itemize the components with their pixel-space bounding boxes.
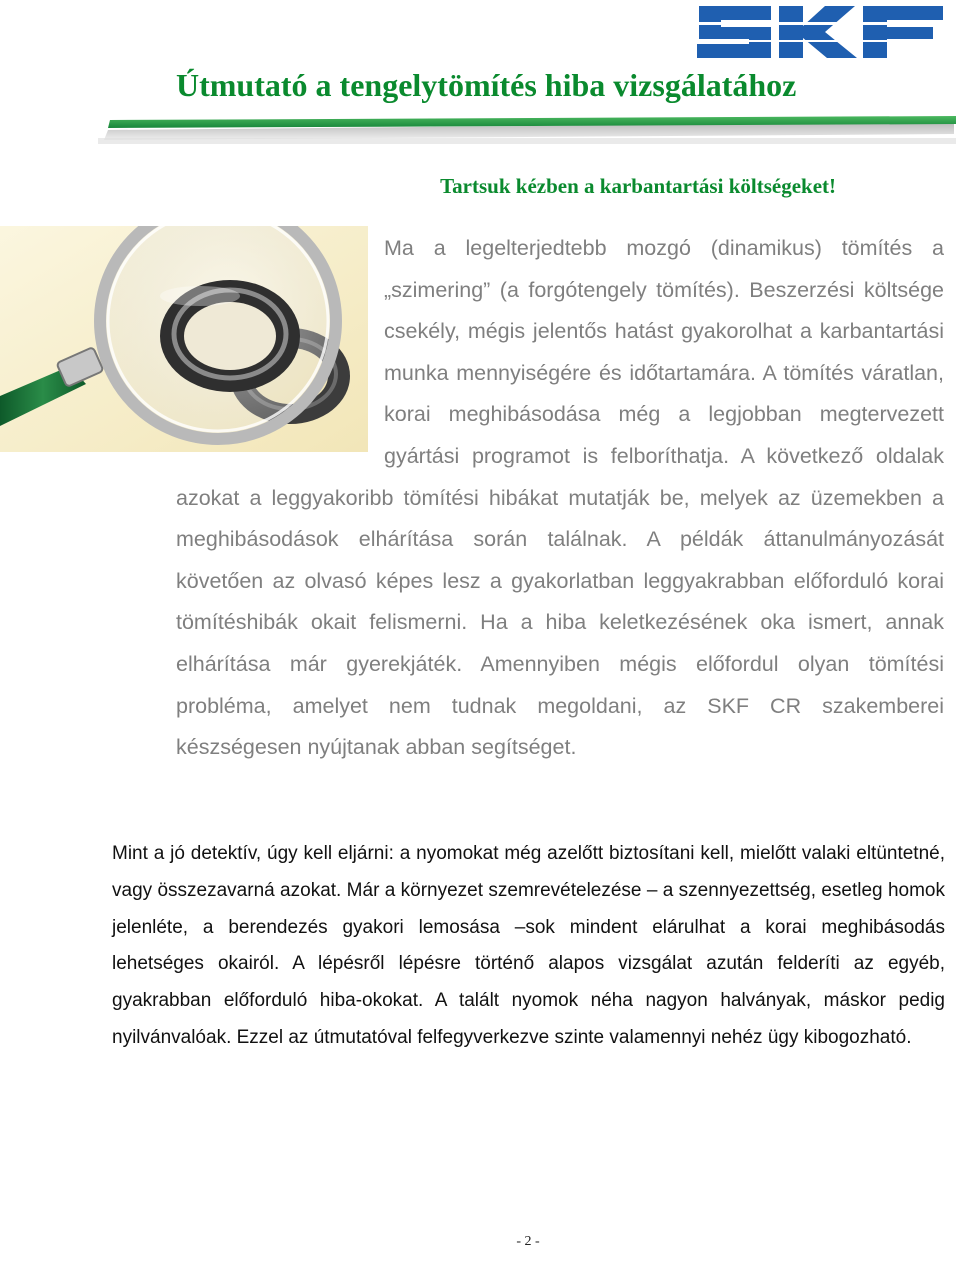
section-subtitle: Tartsuk kézben a karbantartási költségeket! [440, 174, 836, 198]
page-number: - 2 - [516, 1234, 540, 1249]
intro-text: Ma a legelterjedtebb mozgó (dinamikus) tömítés a „szimering” (a forgótengely tömítés). Beszerzési költsége csekély, mégis jelentős hatást gyakorolhat a karbantartási munka mennyiségére és időtartamára. A tömítés váratlan, korai meghibásodása még a legjobban megtervezett gyártási programot is felboríthatja. A következő oldalak azokat a leggyakoribb tömítési hibákat mutatják be, melyek az üzemekben a meghibásodások elhárítása során találnak. A példák áttanulmányozását követően az olvasó képes lesz a gyakorlatban leggyakrabban előforduló korai tömítéshibák okait felismerni. Ha a hiba keletkezésének oka ismert, annak elhárítása már gyerekjáték. Amennyiben mégis előfordul olyan tömítési probléma, amelyet nem tudnak megoldani, az SKF CR szakemberei készségesen nyújtanak abban segítséget. [176, 236, 944, 760]
detective-lead: Mint a jó detektív [112, 843, 256, 864]
skf-logo-mark [693, 2, 947, 62]
title-divider [98, 116, 956, 146]
page-title: Útmutató a tengelytömítés hiba vizsgálatához [176, 67, 797, 103]
detective-text: , úgy kell eljárni: a nyomokat még azelőtt biztosítani kell, mielőtt valaki eltüntetné, vagy összezavarná azokat. Már a környezet szemrevételezése – a szennyezettség, esetleg homok jelenléte, a berendezés gyakori lemosása –sok mindent elárulhat a korai meghibásodás lehetséges okairól. A lépésről lépésre történő alapos vizsgálat azután felderíti az egyéb, gyakrabban előforduló hiba-okokat. A talált nyomok néha nagyon halványak, máskor pedig nyilvánvalóak. Ezzel az útmutatóval felfegyverkezve szinte valamennyi nehéz ügy kibogozható. [112, 843, 945, 1048]
intro-paragraph [176, 228, 944, 769]
image-spacer [176, 228, 384, 477]
skf-logo [693, 2, 947, 62]
detective-paragraph [112, 836, 945, 1057]
